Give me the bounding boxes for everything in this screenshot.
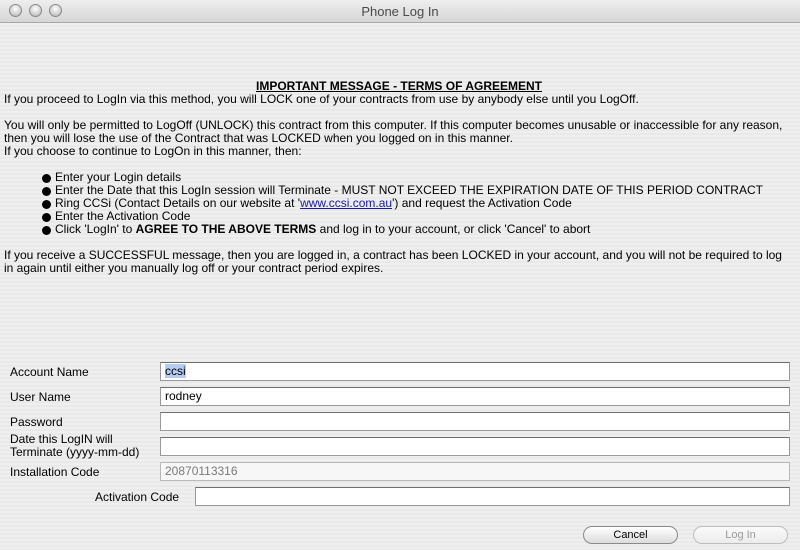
terms-paragraph-2: You will only be permitted to LogOff (UNLOCK) this contract from this computer. If this computer becomes unusable or inaccessible for any reason, then you will lose the use of the Contract that was LOCKED when you logged on in this manner. xyxy=(4,118,783,145)
terms-paragraph-4: If you receive a SUCCESSFUL message, then you are logged in, a contract has been LOCKED in your account, and you will not be required to log in again until either you manually log off or your contract period expires. xyxy=(4,248,782,275)
cancel-button[interactable]: Cancel xyxy=(583,526,678,544)
activation-code-label: Activation Code xyxy=(95,490,180,504)
step-item: Enter your Login details xyxy=(42,171,794,184)
password-label: Password xyxy=(10,415,63,429)
terms-message xyxy=(4,80,794,275)
step-item: Enter the Activation Code xyxy=(42,210,794,223)
installation-code-field: 20870113316 xyxy=(160,462,790,481)
terminate-date-label: Date this LogIN will Terminate (yyyy-mm-dd) xyxy=(10,432,140,459)
ccsi-website-link[interactable]: www.ccsi.com.au xyxy=(300,196,393,210)
terms-paragraph-3: If you choose to continue to LogOn in this manner, then: xyxy=(4,144,302,158)
installation-code-label: Installation Code xyxy=(10,465,100,479)
terms-heading: IMPORTANT MESSAGE - TERMS OF AGREEMENT xyxy=(255,79,542,93)
activation-code-field[interactable] xyxy=(195,487,790,506)
dialog-content xyxy=(0,23,800,550)
user-name-field[interactable]: rodney xyxy=(160,387,790,406)
password-field[interactable] xyxy=(160,412,790,431)
user-name-label: User Name xyxy=(10,390,71,404)
account-name-field[interactable]: ccsi xyxy=(160,362,790,381)
terminate-date-field[interactable] xyxy=(160,437,790,456)
window-title: Phone Log In xyxy=(361,4,439,19)
terms-paragraph-1: If you proceed to LogIn via this method, you will LOCK one of your contracts from use by anybody else until you LogOff. xyxy=(4,92,639,106)
account-name-label: Account Name xyxy=(10,365,89,379)
steps-list xyxy=(4,171,794,236)
window-titlebar xyxy=(0,0,800,23)
step-item: Click 'LogIn' to AGREE TO THE ABOVE TERMS and log in to your account, or click 'Cancel' to abort xyxy=(42,223,794,236)
step-item: Enter the Date that this LogIn session will Terminate - MUST NOT EXCEED THE EXPIRATION DATE OF THIS PERIOD CONTRACT xyxy=(42,184,794,197)
step-item: Ring CCSi (Contact Details on our website at 'www.ccsi.com.au') and request the Activation Code xyxy=(42,197,794,210)
login-button[interactable]: Log In xyxy=(693,526,788,544)
